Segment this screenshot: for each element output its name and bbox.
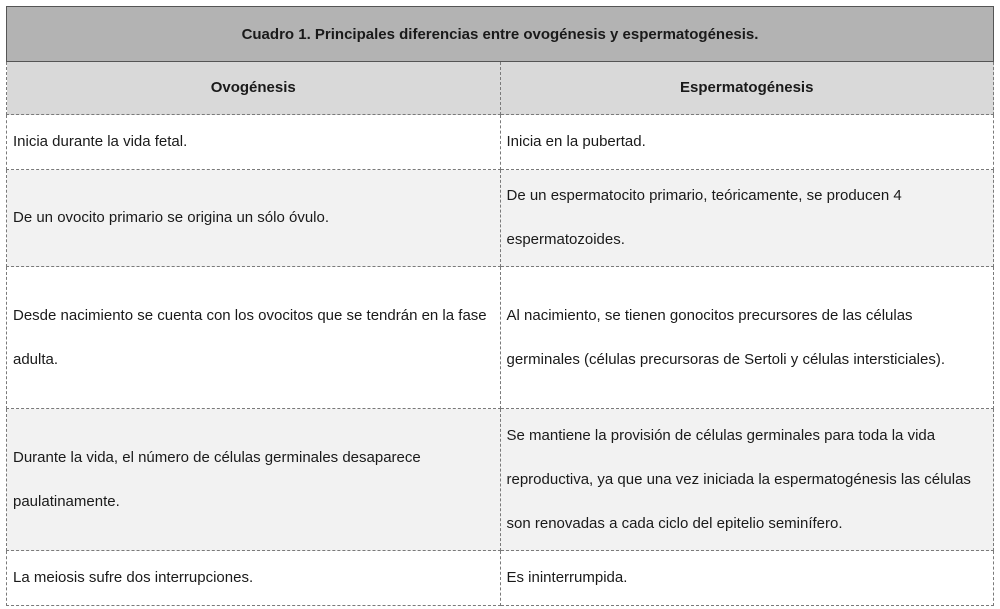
title-row	[7, 7, 994, 62]
table-row	[7, 267, 994, 409]
cell-ovogenesis: De un ovocito primario se origina un sólo óvulo.	[7, 170, 501, 267]
cell-ovogenesis: Durante la vida, el número de células germinales desaparece paulatinamente.	[7, 409, 501, 551]
cell-ovogenesis: La meiosis sufre dos interrupciones.	[7, 551, 501, 606]
cell-espermatogenesis: Inicia en la pubertad.	[500, 115, 994, 170]
table-row	[7, 115, 994, 170]
cell-espermatogenesis: Al nacimiento, se tienen gonocitos precursores de las células germinales (células precursoras de Sertoli y células intersticiales).	[500, 267, 994, 409]
table-row	[7, 551, 994, 606]
comparison-table	[6, 6, 994, 606]
cell-ovogenesis: Desde nacimiento se cuenta con los ovocitos que se tendrán en la fase adulta.	[7, 267, 501, 409]
table-row	[7, 170, 994, 267]
cell-espermatogenesis: Es ininterrumpida.	[500, 551, 994, 606]
table-title: Cuadro 1. Principales diferencias entre ovogénesis y espermatogénesis.	[7, 7, 994, 62]
cell-ovogenesis: Inicia durante la vida fetal.	[7, 115, 501, 170]
cell-espermatogenesis: De un espermatocito primario, teóricamente, se producen 4 espermatozoides.	[500, 170, 994, 267]
table-row	[7, 409, 994, 551]
header-row	[7, 62, 994, 115]
header-espermatogenesis: Espermatogénesis	[500, 62, 994, 115]
header-ovogenesis: Ovogénesis	[7, 62, 501, 115]
cell-espermatogenesis: Se mantiene la provisión de células germinales para toda la vida reproductiva, ya que una vez iniciada la espermatogénesis las células son renovadas a cada ciclo del epitelio seminífero.	[500, 409, 994, 551]
